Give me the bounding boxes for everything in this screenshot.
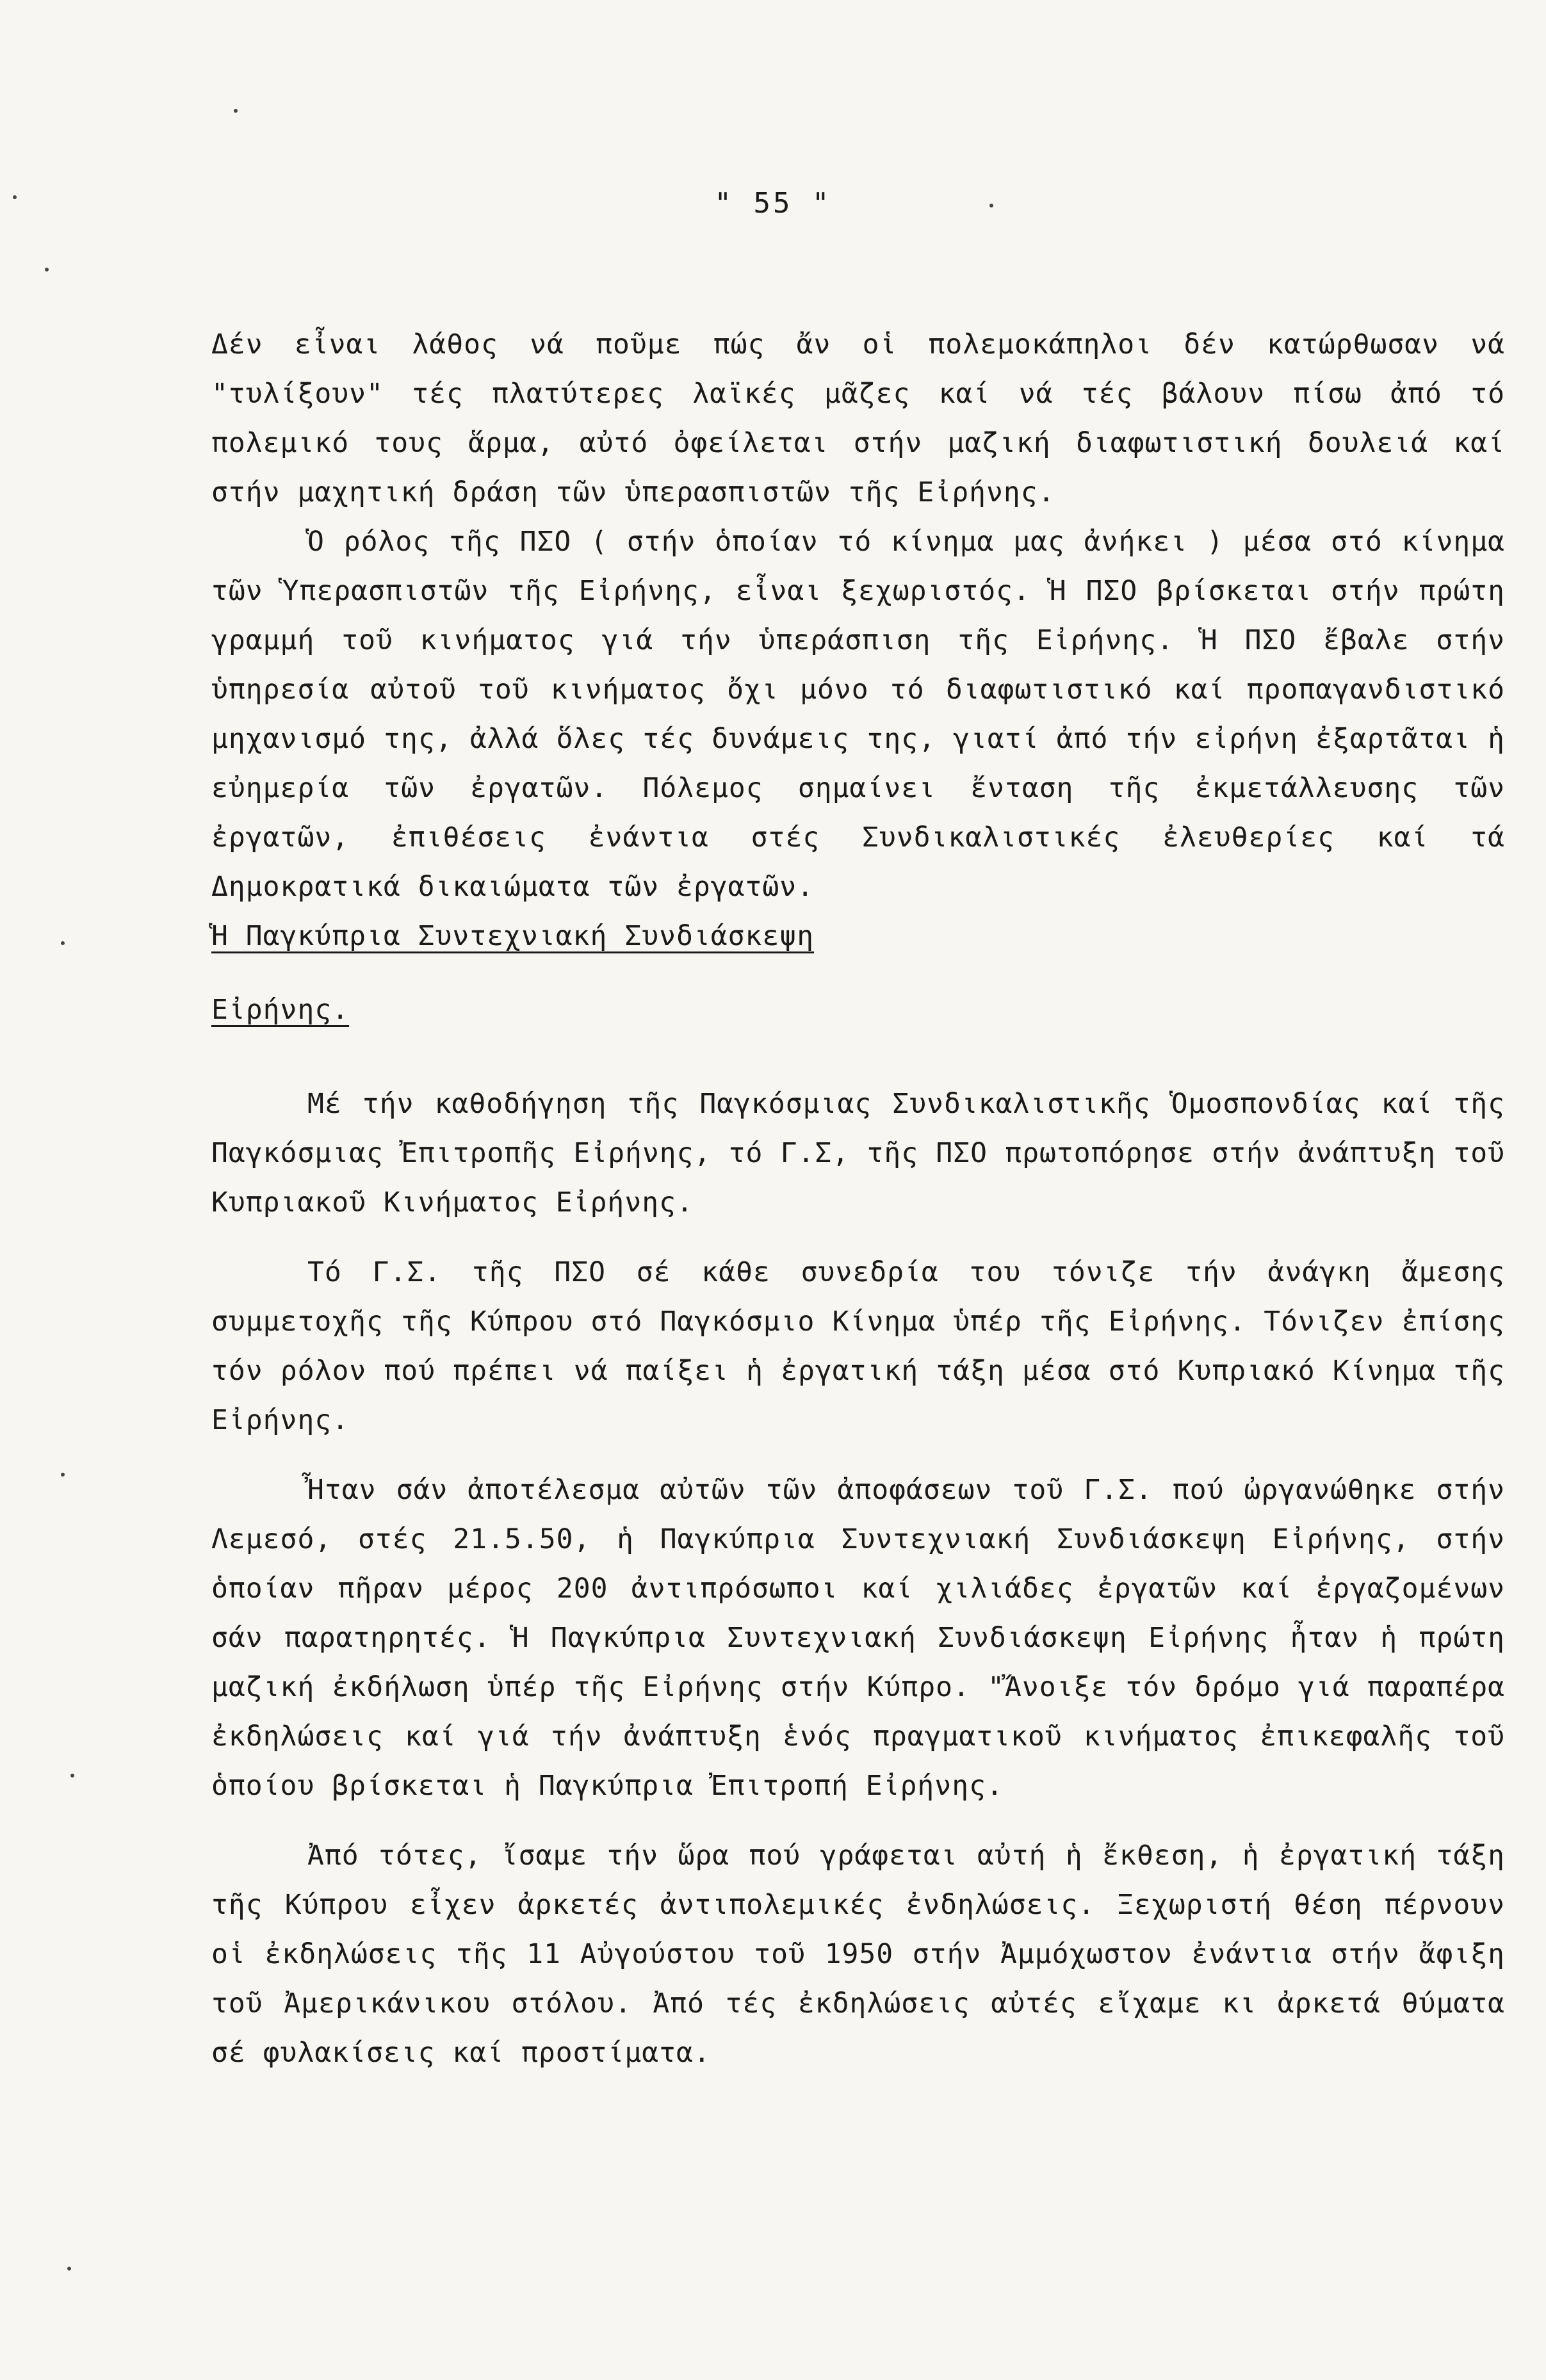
scan-speck [67, 2267, 71, 2271]
paragraph-pso-role: Ὁ ρόλος τῆς ΠΣΟ ( στήν ὁποίαν τό κίνημα μας ἀνήκει ) μέσα στό κίνημα τῶν Ὑπερασπιστῶν τῆς Εἰρήνης, εἶναι ξεχωριστός. Ἡ ΠΣΟ βρίσκεται στήν πρώτη γραμμή τοῦ κινήματος γιά τήν ὑπεράσπιση τῆς Εἰρήνης. Ἡ ΠΣΟ ἔβαλε στήν ὑπηρεσία αὐτοῦ τοῦ κινήματος ὄχι μόνο τό διαφωτιστικό καί προπαγανδιστικό μηχανισμό της, ἀλλά ὅλες τές δυνάμεις της, γιατί ἀπό τήν εἰρήνη ἐξαρτᾶται ἡ εὐημερία τῶν ἐργατῶν. Πόλεμος σημαίνει ἔνταση τῆς ἐκμετάλλευσης τῶν ἐργατῶν, ἐπιθέσεις ἐνάντια στές Συνδικαλιστικές ἐλευθερίες καί τά Δημοκρατικά δικαιώματα τῶν ἐργατῶν. [211, 526, 1505, 903]
page-number: " 55 " [714, 187, 832, 220]
scan-speck [61, 1473, 65, 1477]
scan-speck [45, 268, 49, 271]
scan-speck [70, 1774, 74, 1777]
scan-speck [13, 195, 17, 199]
scan-speck [989, 204, 993, 207]
section-heading-continued [211, 985, 1505, 1035]
section-heading-line-2: Εἰρήνης. [211, 994, 350, 1026]
scan-speck [61, 941, 65, 945]
section-heading [211, 912, 1505, 961]
paragraph-gs-sessions: Τό Γ.Σ. τῆς ΠΣΟ σέ κάθε συνεδρία του τόνιζε τήν ἀνάγκη ἄμεσης συμμετοχῆς τῆς Κύπρου στό Παγκόσμιο Κίνημα ὑπέρ τῆς Εἰρήνης. Τόνιζεν ἐπίσης τόν ρόλον πού πρέπει νά παίξει ἡ ἐργατική τάξη μέσα στό Κυπριακό Κίνημα τῆς Εἰρήνης. [211, 1256, 1505, 1436]
body-text [211, 320, 1505, 2078]
paragraph-demonstrations: Ἀπό τότες, ἴσαμε τήν ὥρα πού γράφεται αὐτή ἡ ἔκθεση, ἡ ἐργατική τάξη τῆς Κύπρου εἶχεν ἀρκετές ἀντιπολεμικές ἐνδηλώσεις. Ξεχωριστή θέση πέρνουν οἱ ἐκδηλώσεις τῆς 11 Αὐγούστου τοῦ 1950 στήν Ἀμμόχωστον ἐνάντια στήν ἄφιξη τοῦ Ἀμερικάνικου στόλου. Ἀπό τές ἐκδηλώσεις αὐτές εἴχαμε κι ἀρκετά θύματα σέ φυλακίσεις καί προστίματα. [211, 1840, 1505, 2069]
paragraph-peace-campaign: Δέν εἶναι λάθος νά ποῦμε πώς ἄν οἱ πολεμοκάπηλοι δέν κατώρθωσαν νά "τυλίξουν" τές πλατύτερες λαϊκές μᾶζες καί νά τές βάλουν πίσω ἀπό τό πολεμικό τους ἅρμα, αὐτό ὀφείλεται στήν μαζική διαφωτιστική δουλειά καί στήν μαχητική δράση τῶν ὑπερασπιστῶν τῆς Εἰρήνης. [211, 328, 1505, 508]
section-heading-line-1: Ἡ Παγκύπρια Συντεχνιακή Συνδιάσκεψη [211, 920, 815, 952]
paragraph-guidance: Μέ τήν καθοδήγηση τῆς Παγκόσμιας Συνδικαλιστικῆς Ὁμοσπονδίας καί τῆς Παγκόσμιας Ἐπιτροπῆς Εἰρήνης, τό Γ.Σ, τῆς ΠΣΟ πρωτοπόρησε στήν ἀνάπτυξη τοῦ Κυπριακοῦ Κινήματος Εἰρήνης. [211, 1088, 1505, 1218]
paragraph-conference: Ἦταν σάν ἀποτέλεσμα αὐτῶν τῶν ἀποφάσεων τοῦ Γ.Σ. πού ὠργανώθηκε στήν Λεμεσό, στές 21.5.50, ἡ Παγκύπρια Συντεχνιακή Συνδιάσκεψη Εἰρήνης, στήν ὁποίαν πῆραν μέρος 200 ἀντιπρόσωποι καί χιλιάδες ἐργατῶν καί ἐργαζομένων σάν παρατηρητές. Ἡ Παγκύπρια Συντεχνιακή Συνδιάσκεψη Εἰρήνης ἦταν ἡ πρώτη μαζική ἐκδήλωση ὑπέρ τῆς Εἰρήνης στήν Κύπρο. "Ἄνοιξε τόν δρόμο γιά παραπέρα ἐκδηλώσεις καί γιά τήν ἀνάπτυξη ἑνός πραγματικοῦ κινήματος ἐπικεφαλῆς τοῦ ὁποίου βρίσκεται ἡ Παγκύπρια Ἐπιτροπή Εἰρήνης. [211, 1474, 1505, 1802]
scan-speck [234, 109, 238, 113]
